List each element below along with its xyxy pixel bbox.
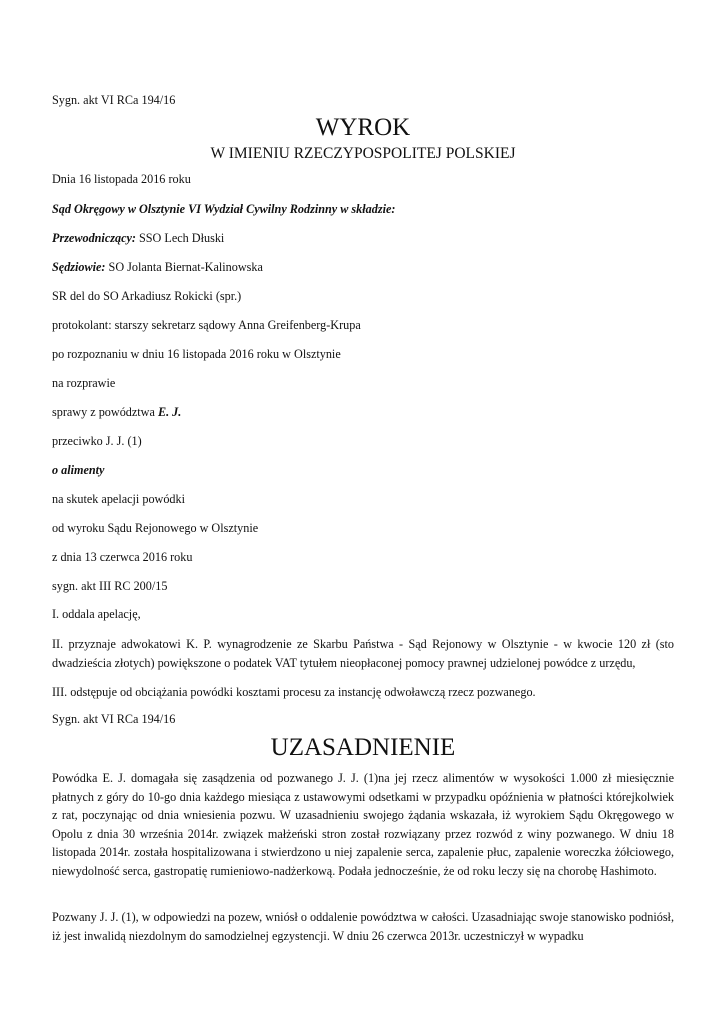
chair-line xyxy=(52,231,224,246)
plaintiff-name: E. J. xyxy=(157,405,182,419)
ruling-1: I. oddala apelację, xyxy=(52,607,141,621)
verdict-date: Dnia 16 listopada 2016 roku xyxy=(52,172,191,186)
defendant-line: przeciwko J. J. (1) xyxy=(52,434,142,448)
chair-name: SSO Lech Dłuski xyxy=(135,231,225,245)
hearing-info: po rozpoznaniu w dniu 16 listopada 2016 roku w Olsztynie xyxy=(52,347,341,361)
judgment-date: z dnia 13 czerwca 2016 roku xyxy=(52,550,193,564)
ruling-2: II. przyznaje adwokatowi K. P. wynagrodzenie ze Skarbu Państwa - Sąd Rejonowy w Olsztynie - w kwocie 120 zł (sto dwadzieścia złotych) powiększone o podatek VAT tytułem nieopłaconej pomocy prawnej udzielonej powódce z urzędu, xyxy=(52,637,674,670)
court-composition: Sąd Okręgowy w Olsztynie VI Wydział Cywilny Rodzinny w składzie: xyxy=(52,202,396,216)
ruling-3: III. odstępuje od obciążania powódki kosztami procesu za instancję odwoławczą rzecz pozwanego. xyxy=(52,685,536,699)
appeal-info: na skutek apelacji powódki xyxy=(52,492,186,506)
justification-paragraph-1: Powódka E. J. domagała się zasądzenia od pozwanego J. J. (1)na jej rzecz alimentów w wysokości 1.000 zł miesięcznie płatnych z góry do 10-go dnia każdego miesiąca z ustawowymi odsetkami w przypadku opóźnienia w płatności którejkolwiek z rat, poczynając od dnia wniesienia pozwu. W uzasadnieniu swojego żądania wskazała, iż wyrokiem Sądu Okręgowego w Opolu z dnia 30 września 2014r. związek małżeński stron został rozwiązany przez rozwód z winy pozwanego. W dniu 18 listopada 2014r. została hospitalizowana i stwierdzono u niej zapalenie serca, zapalenie płuc, zapalenie woreczka żółciowego, niewydolność serca, gastropatię rumieniowo-nadżerkową. Podała jednocześnie, że od roku leczy się na chorobę Hashimoto. xyxy=(52,771,674,878)
session-type: na rozprawie xyxy=(52,376,116,390)
judges-label: Sędziowie: xyxy=(52,260,106,274)
chair-label: Przewodniczący: xyxy=(52,231,136,245)
plaintiff-prefix: sprawy z powództwa xyxy=(52,405,158,419)
clerk: protokolant: starszy sekretarz sądowy Anna Greifenberg-Krupa xyxy=(52,318,361,332)
plaintiff-line xyxy=(52,405,181,420)
judge-2: SR del do SO Arkadiusz Rokicki (spr.) xyxy=(52,289,242,303)
justification-paragraph-2: Pozwany J. J. (1), w odpowiedzi na pozew, wniósł o oddalenie powództwa w całości. Uzasadniając swoje stanowisko podniósł, iż jest inwalidą niezdolnym do samodzielnej egzystencji. W dniu 26 czerwca 2013r. uczestniczył w wypadku xyxy=(52,910,674,943)
verdict-title: WYROK xyxy=(315,114,411,141)
judge-1: SO Jolanta Biernat-Kalinowska xyxy=(105,260,263,274)
lower-court-ref: sygn. akt III RC 200/15 xyxy=(52,579,168,593)
judgment-origin: od wyroku Sądu Rejonowego w Olsztynie xyxy=(52,521,259,535)
case-signature: Sygn. akt VI RCa 194/16 xyxy=(52,93,176,107)
verdict-subtitle: W IMIENIU RZECZYPOSPOLITEJ POLSKIEJ xyxy=(210,145,516,162)
judges-line xyxy=(52,260,263,275)
case-subject: o alimenty xyxy=(52,463,105,477)
justification-signature: Sygn. akt VI RCa 194/16 xyxy=(52,712,176,726)
justification-title: UZASADNIENIE xyxy=(270,734,456,761)
